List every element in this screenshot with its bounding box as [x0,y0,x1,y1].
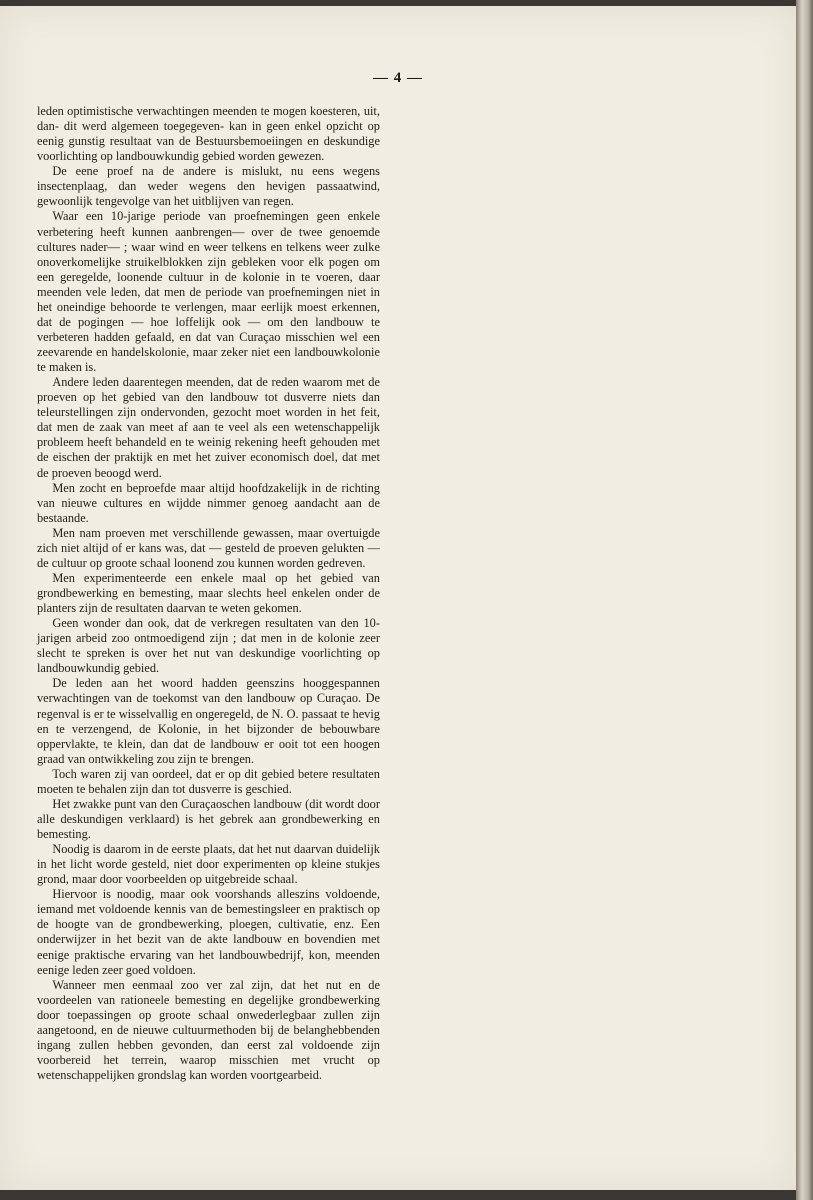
paragraph: Hiervoor is noodig, maar ook voorshands alleszins voldoende, iemand met voldoende kennis van de bemestingsleer en praktisch op de hoogte van de grondbewerking, ploegen, cultivatie, enz. Een onderwijzer in het bezit van de akte landbouw en bovendien met eenige praktische ervaring van het landbouwbedrijf, kon, meenden eenige leden zeer goed voldoen. [37,887,380,977]
paragraph: Het zwakke punt van den Curaçaoschen landbouw (dit wordt door alle deskundigen verklaard) is het gebrek aan grondbewerking en bemesting. [37,796,380,841]
paragraph: leden optimistische verwachtingen meenden te mogen koesteren, uit, dan- dit werd algemeen toegegeven- kan in geen enkel opzicht op eenig gunstig resultaat van de Bestuursbemoeiingen en deskundige voorlichting op landbouwkundig gebied worden gewezen. [37,104,380,164]
paragraph: Toch waren zij van oordeel, dat er op dit gebied betere resultaten moeten te behalen zijn dan tot dusverre is geschied. [37,766,380,796]
body-text [37,104,380,1083]
paragraph: Andere leden daarentegen meenden, dat de reden waarom met de proeven op het gebied van den landbouw tot dusverre niets dan teleurstellingen zijn ondervonden, gezocht moet worden in het feit, dat men de zaak van meet af aan te veel als een wetenschappelijk probleem heeft behandeld en te weinig rekening heeft gehouden met de eischen der praktijk en met het zuiver economisch doel, dat met de proeven beoogd werd. [37,375,380,480]
document-page [0,6,796,1190]
page-number: — 4 — [373,70,423,86]
paragraph: Men nam proeven met verschillende gewassen, maar overtuigde zich niet altijd of er kans was, dat — gesteld de proeven gelukten — de cultuur op groote schaal loonend zou kunnen worden gedreven. [37,525,380,570]
paragraph: Men experimenteerde een enkele maal op het gebied van grondbewerking en bemesting, maar slechts heel enkelen onder de planters zijn de resultaten daarvan te weten gekomen. [37,570,380,616]
paragraph: Noodig is daarom in de eerste plaats, dat het nut daarvan duidelijk in het licht worde gesteld, niet door experimenten op kleine stukjes grond, maar door voorbeelden op uitgebreide schaal. [37,842,380,887]
paragraph: De eene proef na de andere is mislukt, nu eens wegens insectenplaag, dan weder wegens den hevigen passaatwind, gewoonlijk tengevolge van het uitblijven van regen. [37,164,380,209]
book-spine [796,0,813,1200]
paragraph: Geen wonder dan ook, dat de verkregen resultaten van den 10-jarigen arbeid zoo ontmoedigend zijn ; dat men in de kolonie zeer slecht te spreken is over het nut van deskundige voorlichting op landbouwkundig gebied. [37,616,380,676]
paragraph: Wanneer men eenmaal zoo ver zal zijn, dat het nut en de voordeelen van rationeele bemesting en degelijke grondbewerking door toepassingen op groote schaal onwederlegbaar zullen zijn aangetoond, en de nieuwe cultuurmethoden bij de belanghebbenden ingang zullen hebben gevonden, dan eerst zal voldoende zijn voorbereid het terrein, waarop misschien met vrucht op wetenschappelijken grondslag kan worden voortgearbeid. [37,977,380,1082]
paragraph: Waar een 10-jarige periode van proefnemingen geen enkele verbetering heeft kunnen aanbrengen— over de twee genoemde cultures nader— ; waar wind en weer telkens en telkens weer zulke onoverkomelijke struikelblokken zijn gebleken voor elk pogen om een geregelde, loonende cultuur in de kolonie in te voeren, daar meenden vele leden, dat men de periode van proefnemingen niet in het oneindige behoorde te verlengen, maar eerlijk moest erkennen, dat de pogingen — hoe loffelijk ook — om den landbouw te verbeteren hadden gefaald, en dat van Curaçao misschien wel een zeevarende en handelskolonie, maar zeker niet een landbouwkolonie te maken is. [37,209,380,375]
paragraph: De leden aan het woord hadden geenszins hooggespannen verwachtingen van de toekomst van den landbouw op Curaçao. De regenval is er te wisselvallig en ongeregeld, de N. O. passaat te hevig en te verzengend, de Kolonie, in het bijzonder de bebouwbare oppervlakte, te klein, dan dat de landbouw er ooit tot een hoogen graad van ontwikkeling zou zijn te brengen. [37,676,380,766]
paragraph: Men zocht en beproefde maar altijd hoofdzakelijk in de richting van nieuwe cultures en wijdde nimmer genoeg aandacht aan de bestaande. [37,480,380,525]
